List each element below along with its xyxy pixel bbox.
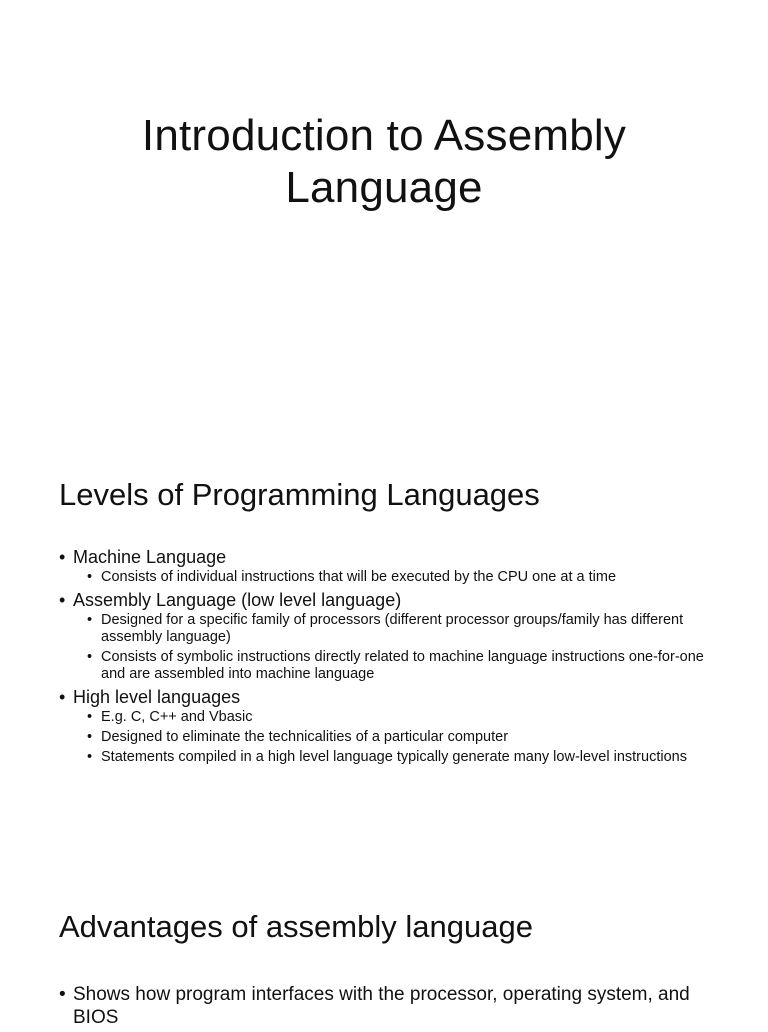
bullet-item: [59, 546, 709, 586]
sub-bullet-item: [87, 709, 709, 726]
sub-bullet-list: [73, 612, 709, 683]
bullet-icon: •: [59, 984, 66, 1005]
bullet-text: Shows how program interfaces with the processor, operating system, and BIOS: [73, 984, 690, 1028]
sub-bullet-text: Designed for a specific family of processors (different processor groups/family has different assembly language): [101, 612, 684, 645]
sub-bullet-item: [87, 749, 709, 766]
bullet-icon: •: [87, 749, 93, 765]
sub-bullet-text: Designed to eliminate the technicalities of a particular computer: [101, 729, 509, 745]
bullet-icon: •: [59, 547, 66, 567]
presentation-title: Introduction to Assembly Language: [141, 111, 627, 212]
slide-advantages: [0, 864, 768, 1028]
bullet-icon: •: [59, 687, 66, 707]
bullet-icon: •: [87, 612, 93, 628]
slide-heading: Advantages of assembly language: [59, 909, 533, 944]
sub-bullet-text: Consists of symbolic instructions directly related to machine language instructions one-for-one and are assembled into machine language: [101, 649, 704, 682]
sub-bullet-item: [87, 612, 709, 646]
bullet-item: [59, 589, 709, 683]
sub-bullet-list: [73, 709, 709, 766]
bullet-text: Assembly Language (low level language): [73, 590, 402, 610]
slide-body: [59, 983, 719, 1032]
slide-levels: [0, 432, 768, 864]
bullet-icon: •: [87, 649, 93, 665]
bullet-icon: •: [87, 729, 93, 745]
slide-heading: Levels of Programming Languages: [59, 477, 540, 512]
sub-bullet-item: [87, 729, 709, 746]
sub-bullet-item: [87, 569, 709, 586]
sub-bullet-text: Consists of individual instructions that will be executed by the CPU one at a time: [101, 569, 617, 585]
bullet-icon: •: [87, 709, 93, 725]
sub-bullet-text: E.g. C, C++ and Vbasic: [101, 709, 253, 725]
bullet-list: [59, 546, 709, 766]
bullet-item: [59, 686, 709, 766]
bullet-text: High level languages: [73, 687, 241, 707]
bullet-item: [59, 983, 719, 1029]
sub-bullet-list: [73, 569, 709, 586]
bullet-icon: •: [87, 569, 93, 585]
slide-title: [0, 0, 768, 432]
slide-body: [59, 546, 709, 769]
sub-bullet-item: [87, 649, 709, 683]
bullet-icon: •: [59, 590, 66, 610]
bullet-text: Machine Language: [73, 547, 227, 567]
sub-bullet-text: Statements compiled in a high level language typically generate many low-level instructions: [101, 749, 687, 765]
bullet-list: [59, 983, 719, 1029]
